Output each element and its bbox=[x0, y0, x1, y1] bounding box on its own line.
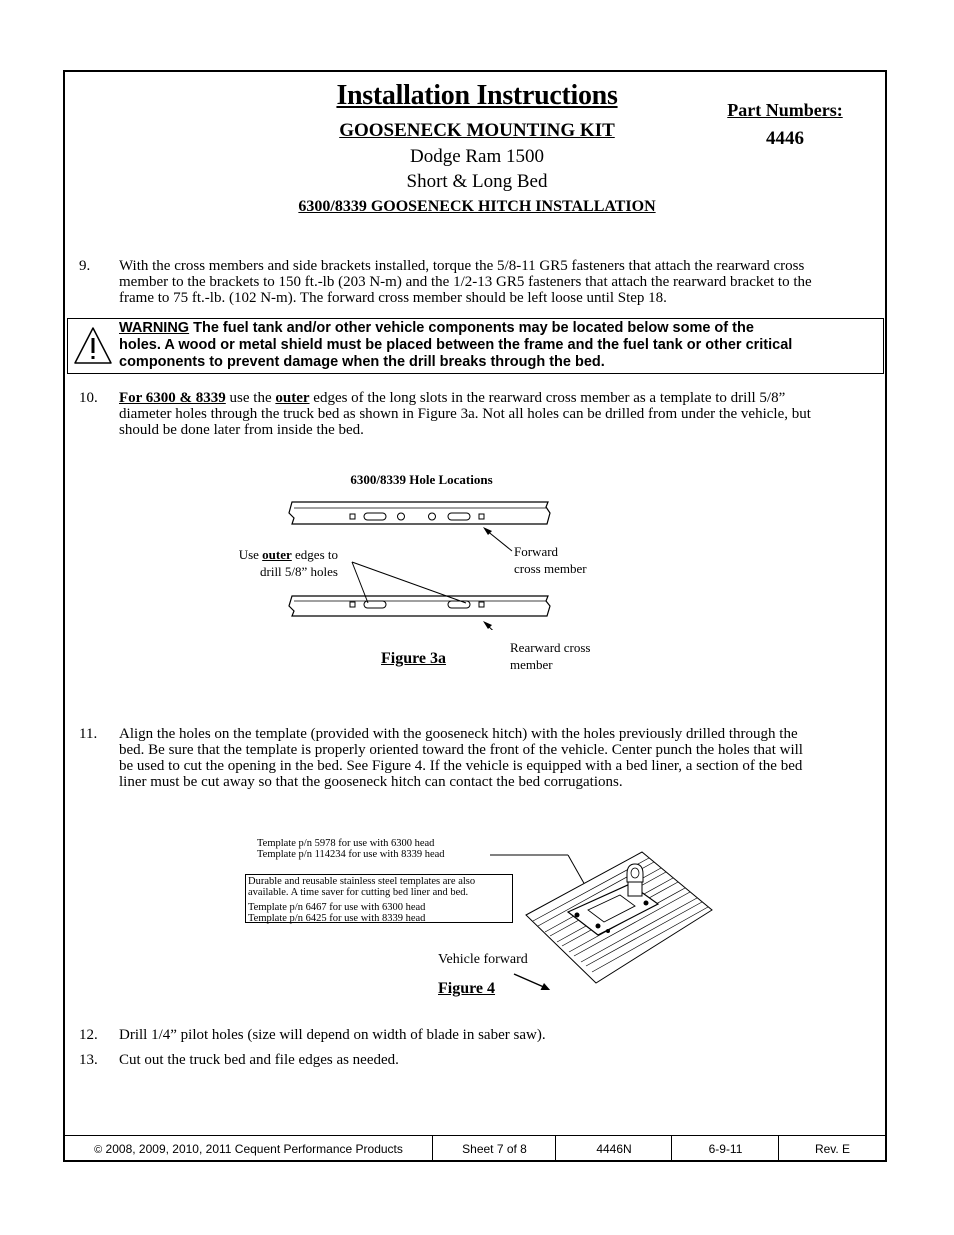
note-line: Durable and reusable stainless steel templates are also bbox=[248, 876, 476, 887]
date-cell: 6-9-11 bbox=[671, 1136, 779, 1162]
part-number: 4446 bbox=[766, 128, 804, 149]
outer-emphasis: outer bbox=[262, 547, 292, 562]
rearward-label bbox=[510, 639, 591, 673]
copyright-symbol: © bbox=[94, 1144, 103, 1156]
label-text: member bbox=[510, 657, 553, 672]
step-number: 12. bbox=[79, 1027, 98, 1043]
step-line: should be done later from inside the bed. bbox=[119, 422, 364, 438]
label-text: Rearward cross bbox=[510, 640, 591, 655]
step-line: bed. Be sure that the template is properly oriented toward the front of the vehicle. Center punch the holes that will bbox=[119, 742, 803, 758]
step-number: 11. bbox=[79, 726, 98, 742]
copyright-text: 2008, 2009, 2010, 2011 Cequent Performance Products bbox=[102, 1142, 403, 1156]
rearward-cross-member bbox=[289, 596, 550, 616]
figure-3a-title: 6300/8339 Hole Locations bbox=[350, 472, 493, 487]
part-numbers-label: Part Numbers: bbox=[727, 100, 843, 120]
forward-label bbox=[514, 543, 587, 577]
step-line: member to the brackets to 150 ft.-lb (203 N-m) and the 1/2-13 GR5 fasteners that attach the rearward bracket to the bbox=[119, 274, 812, 290]
step-line: Drill 1/4” pilot holes (size will depend on width of blade in saber saw). bbox=[119, 1027, 546, 1043]
note-line: Template p/n 5978 for use with 6300 head bbox=[257, 838, 435, 849]
warning-box bbox=[67, 318, 884, 374]
warning-line: components to prevent damage when the drill breaks through the bed. bbox=[119, 354, 605, 370]
footer-table bbox=[65, 1135, 887, 1162]
step-text: edges of the long slots in the rearward cross member as a template to drill 5/8” bbox=[309, 390, 786, 406]
step-line: liner must be cut away so that the gooseneck hitch can contact the bed corrugations. bbox=[119, 774, 623, 790]
label-text: Forward bbox=[514, 544, 559, 559]
note-line: available. A time saver for cutting bed liner and bed. bbox=[248, 887, 469, 898]
step-line: With the cross members and side brackets installed, torque the 5/8-11 GR5 fasteners that attach the rearward cross bbox=[119, 258, 805, 274]
note-line: Template p/n 6425 for use with 8339 head bbox=[248, 913, 426, 924]
page-title: Installation Instructions bbox=[336, 80, 618, 111]
step-line: Cut out the truck bed and file edges as needed. bbox=[119, 1052, 399, 1068]
step-number: 9. bbox=[79, 258, 91, 274]
warning-label: WARNING bbox=[119, 320, 190, 336]
figure-4-caption: Figure 4 bbox=[438, 980, 496, 997]
label-text: edges to bbox=[291, 547, 338, 562]
warning-line: The fuel tank and/or other vehicle components may be located below some of the bbox=[189, 320, 754, 336]
vehicle-forward-label: Vehicle forward bbox=[438, 952, 528, 967]
step-highlight: For 6300 & 8339 bbox=[119, 390, 226, 406]
note-line: Template p/n 6467 for use with 6300 head bbox=[248, 902, 426, 913]
sheet-cell: Sheet 7 of 8 bbox=[432, 1136, 556, 1162]
figure-3a-caption: Figure 3a bbox=[381, 650, 447, 667]
step-line: be used to cut the opening in the bed. See Figure 4. If the vehicle is equipped with a bed liner, a section of the bed bbox=[119, 758, 803, 774]
label-text: cross member bbox=[514, 561, 587, 576]
copyright-cell bbox=[65, 1136, 432, 1162]
stainless-template-box bbox=[245, 874, 513, 923]
label-text: drill 5/8” holes bbox=[260, 564, 338, 579]
step-line: frame to 75 ft.-lb. (102 N-m). The forward cross member should be left loose until Step 18. bbox=[119, 290, 667, 306]
warning-triangle-icon bbox=[72, 325, 114, 367]
template-note bbox=[257, 838, 445, 860]
vehicle-name: Dodge Ram 1500 bbox=[409, 146, 545, 167]
bed-type: Short & Long Bed bbox=[406, 171, 548, 192]
use-outer-label bbox=[205, 546, 338, 580]
hitch-bracket bbox=[627, 864, 643, 896]
warning-line: holes. A wood or metal shield must be placed between the frame and the fuel tank or other critical bbox=[119, 337, 793, 353]
step-line: Align the holes on the template (provided with the gooseneck hitch) with the holes previously drilled through the bbox=[119, 726, 798, 742]
rev-cell: Rev. E bbox=[778, 1136, 886, 1162]
step-number: 13. bbox=[79, 1052, 98, 1068]
step-number: 10. bbox=[79, 390, 98, 406]
outer-emphasis: outer bbox=[275, 390, 310, 406]
label-text: Use bbox=[238, 547, 263, 562]
hitch-subtitle: 6300/8339 GOOSENECK HITCH INSTALLATION bbox=[298, 198, 656, 215]
step-text: use the bbox=[225, 390, 276, 406]
kit-name: GOOSENECK MOUNTING KIT bbox=[339, 120, 615, 141]
forward-cross-member bbox=[289, 502, 550, 524]
doc-cell: 4446N bbox=[555, 1136, 672, 1162]
note-line: Template p/n 114234 for use with 8339 head bbox=[257, 849, 445, 860]
step-line: diameter holes through the truck bed as shown in Figure 3a. Not all holes can be drilled from under the vehicle, but bbox=[119, 406, 811, 422]
